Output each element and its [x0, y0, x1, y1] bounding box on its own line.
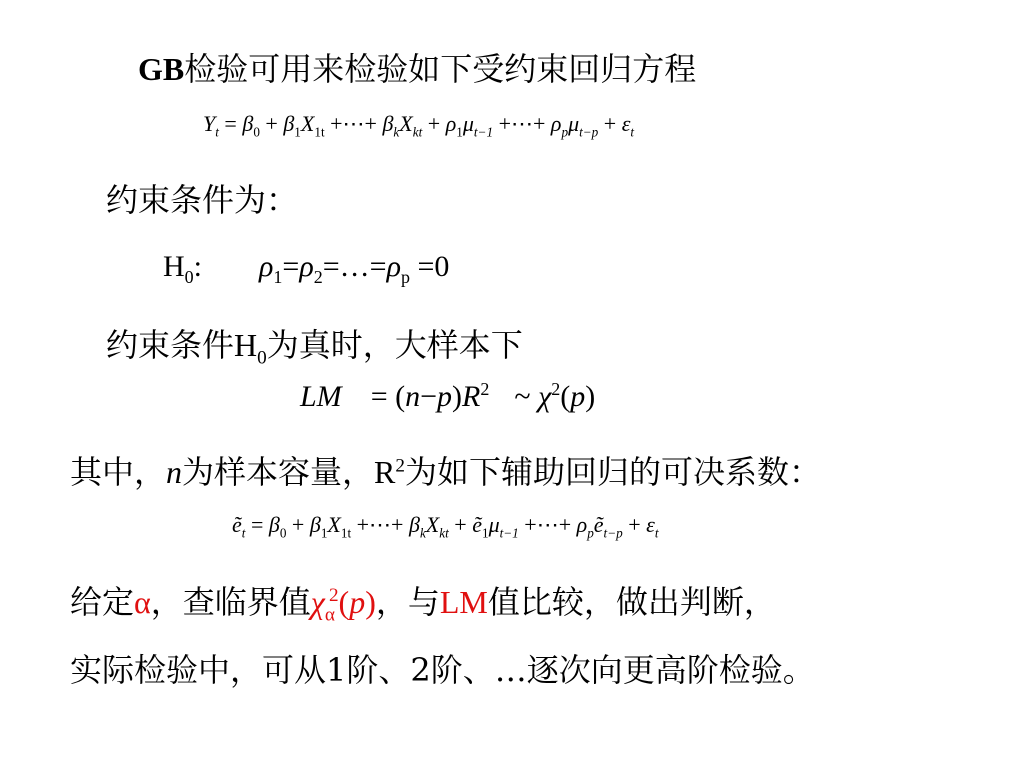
- eq1-dots: ⋯: [342, 111, 365, 136]
- where-mid: 为样本容量，: [182, 453, 375, 491]
- given-paren-open: (: [338, 584, 350, 620]
- lm-close: ): [452, 380, 463, 413]
- h0-eq: =: [282, 250, 300, 283]
- h0-rho2: ρ: [299, 250, 314, 283]
- eq2-mu1-sub: t−1: [499, 525, 519, 541]
- eq1-plus: +: [330, 111, 343, 136]
- eq2-X1-sub: 1t: [340, 525, 352, 541]
- ct-post: 为真时，大样本下: [266, 326, 523, 364]
- eq2-dots: ⋯: [369, 512, 392, 537]
- eq1-betak: β: [382, 111, 394, 136]
- lm-LM: LM: [300, 380, 342, 413]
- eq1-X1: X: [300, 111, 315, 136]
- eq2-plus: +: [454, 512, 467, 537]
- eq2-ep: ẽ: [593, 512, 604, 537]
- given-mid1: ，查临界值: [150, 583, 311, 621]
- eq1-rhop-sub: p: [561, 124, 569, 140]
- lm-p2: p: [570, 380, 586, 413]
- lm-minus: −: [420, 380, 438, 413]
- eq2-dots: ⋯: [536, 512, 559, 537]
- ct-H: H: [234, 327, 258, 363]
- eq2-plus: +: [356, 512, 370, 537]
- eq1-plus: +: [498, 111, 511, 136]
- lm-R: R: [462, 380, 481, 413]
- given-pre: 给定: [70, 583, 135, 621]
- eq2-plus: +: [524, 512, 537, 537]
- given-p: p: [349, 584, 366, 620]
- lm-chi: χ: [538, 380, 552, 413]
- eq1-dots: ⋯: [510, 111, 533, 136]
- lm-p: p: [437, 380, 453, 413]
- title-latin: GB: [138, 51, 185, 87]
- eq1-Y-sub: t: [215, 124, 219, 140]
- eq1-Y: Y: [203, 111, 216, 136]
- given-post: 值比较，做出判断，: [487, 583, 776, 621]
- eq1-mup-sub: t−p: [579, 124, 599, 140]
- lm-equals: =: [370, 380, 388, 413]
- eq2-e1: ẽ: [472, 512, 482, 537]
- h0-eq-dots: =…=: [322, 250, 387, 283]
- lm-open: (: [395, 380, 406, 413]
- null-hypothesis: [163, 250, 450, 287]
- eq1-Xk: X: [399, 111, 413, 136]
- eq2-e1-sub: 1: [481, 525, 489, 541]
- eq1-plus: +: [265, 111, 278, 136]
- where-pre: 其中，: [70, 453, 167, 491]
- lm-tilde: ~: [514, 380, 531, 413]
- restricted-regression-equation: [203, 111, 635, 140]
- where-line: [70, 447, 821, 493]
- eq1-rho1-sub: 1: [456, 124, 463, 140]
- eq2-X1: X: [327, 512, 341, 537]
- h0-rhop-sub: p: [401, 267, 410, 287]
- h0-rho1: ρ: [259, 250, 274, 283]
- practice-line: 实际检验中，可从1阶、2阶、…逐次向更高阶检验。: [70, 651, 815, 689]
- eq1-rho1: ρ: [445, 111, 457, 136]
- h0-rhop: ρ: [386, 250, 401, 283]
- where-R: R: [374, 454, 396, 490]
- eq2-betak: β: [408, 512, 420, 537]
- lm-statistic-equation: [300, 380, 595, 414]
- eq1-mu1: μ: [462, 111, 474, 136]
- eq1-Xk-sub: kt: [412, 124, 423, 140]
- where-n: n: [166, 454, 183, 490]
- eq2-betak-sub: k: [419, 525, 426, 541]
- eq2-plus: +: [291, 512, 305, 537]
- lm-close2: ): [585, 380, 596, 413]
- eq1-beta0-sub: 0: [253, 124, 260, 140]
- eq1-plus: +: [427, 111, 441, 136]
- eq1-epsilon-sub: t: [630, 124, 635, 140]
- constraint-label: 约束条件为：: [106, 181, 299, 219]
- eq2-ep-sub: t−p: [603, 525, 623, 541]
- ct-pre: 约束条件: [106, 326, 235, 364]
- given-alpha: α: [134, 584, 151, 620]
- given-mid2: ，与: [375, 583, 440, 621]
- h0-sub: 0: [184, 267, 194, 287]
- eq1-equals: =: [224, 111, 237, 136]
- h0-rho2-sub: 2: [313, 267, 323, 287]
- given-paren-close: ): [365, 584, 376, 620]
- eq1-mup: μ: [568, 111, 580, 136]
- eq1-X1-sub: 1t: [314, 124, 325, 140]
- eq2-e: ẽ: [232, 512, 242, 537]
- given-line: [70, 577, 776, 626]
- eq2-e-sub: t: [241, 525, 246, 541]
- eq2-plus: +: [391, 512, 404, 537]
- eq2-beta1: β: [309, 512, 321, 537]
- eq1-plus: +: [364, 111, 377, 136]
- given-chi-sub: α: [324, 604, 335, 626]
- given-chi-sup: 2: [328, 585, 339, 607]
- eq1-beta0: β: [242, 111, 254, 136]
- eq2-Xk: X: [425, 512, 440, 537]
- eq2-rhop-sub: p: [587, 525, 594, 541]
- eq2-beta1-sub: 1: [320, 525, 328, 541]
- eq1-beta1-sub: 1: [294, 124, 301, 140]
- eq2-epsilon: ε: [646, 512, 655, 537]
- eq2-plus: +: [628, 512, 641, 537]
- lm-R-sup: 2: [480, 379, 490, 399]
- eq2-equals: =: [250, 512, 264, 537]
- eq1-plus: +: [532, 111, 546, 136]
- ct-H-sub: 0: [257, 347, 267, 369]
- auxiliary-regression-equation: [232, 512, 659, 541]
- given-chi: χ: [310, 584, 325, 620]
- h0-rho1-sub: 1: [273, 267, 283, 287]
- where-R-sup: 2: [395, 455, 405, 477]
- eq2-Xk-sub: kt: [439, 525, 449, 541]
- eq2-rhop: ρ: [576, 512, 588, 537]
- eq2-mu1: μ: [488, 512, 500, 537]
- eq1-epsilon: ε: [621, 111, 631, 136]
- eq1-rhop: ρ: [550, 111, 562, 136]
- eq1-beta1: β: [283, 111, 295, 136]
- constraint-true-line: [106, 320, 523, 369]
- title-text: 检验可用来检验如下受约束回归方程: [184, 50, 697, 88]
- given-LM: LM: [439, 584, 488, 620]
- eq2-beta0: β: [268, 512, 280, 537]
- slide-title: [138, 44, 696, 90]
- eq1-betak-sub: k: [393, 124, 400, 140]
- h0-H: H: [163, 250, 185, 283]
- h0-colon: :: [193, 250, 203, 283]
- where-post: 为如下辅助回归的可决系数：: [404, 453, 821, 491]
- eq1-plus: +: [603, 111, 617, 136]
- eq2-beta0-sub: 0: [279, 525, 287, 541]
- lm-n: n: [405, 380, 421, 413]
- eq2-plus: +: [558, 512, 572, 537]
- eq2-epsilon-sub: t: [654, 525, 659, 541]
- lm-open2: (: [560, 380, 571, 413]
- lm-chi-sup: 2: [551, 379, 561, 399]
- h0-tail: =0: [410, 250, 450, 283]
- eq1-mu1-sub: t−1: [473, 124, 494, 140]
